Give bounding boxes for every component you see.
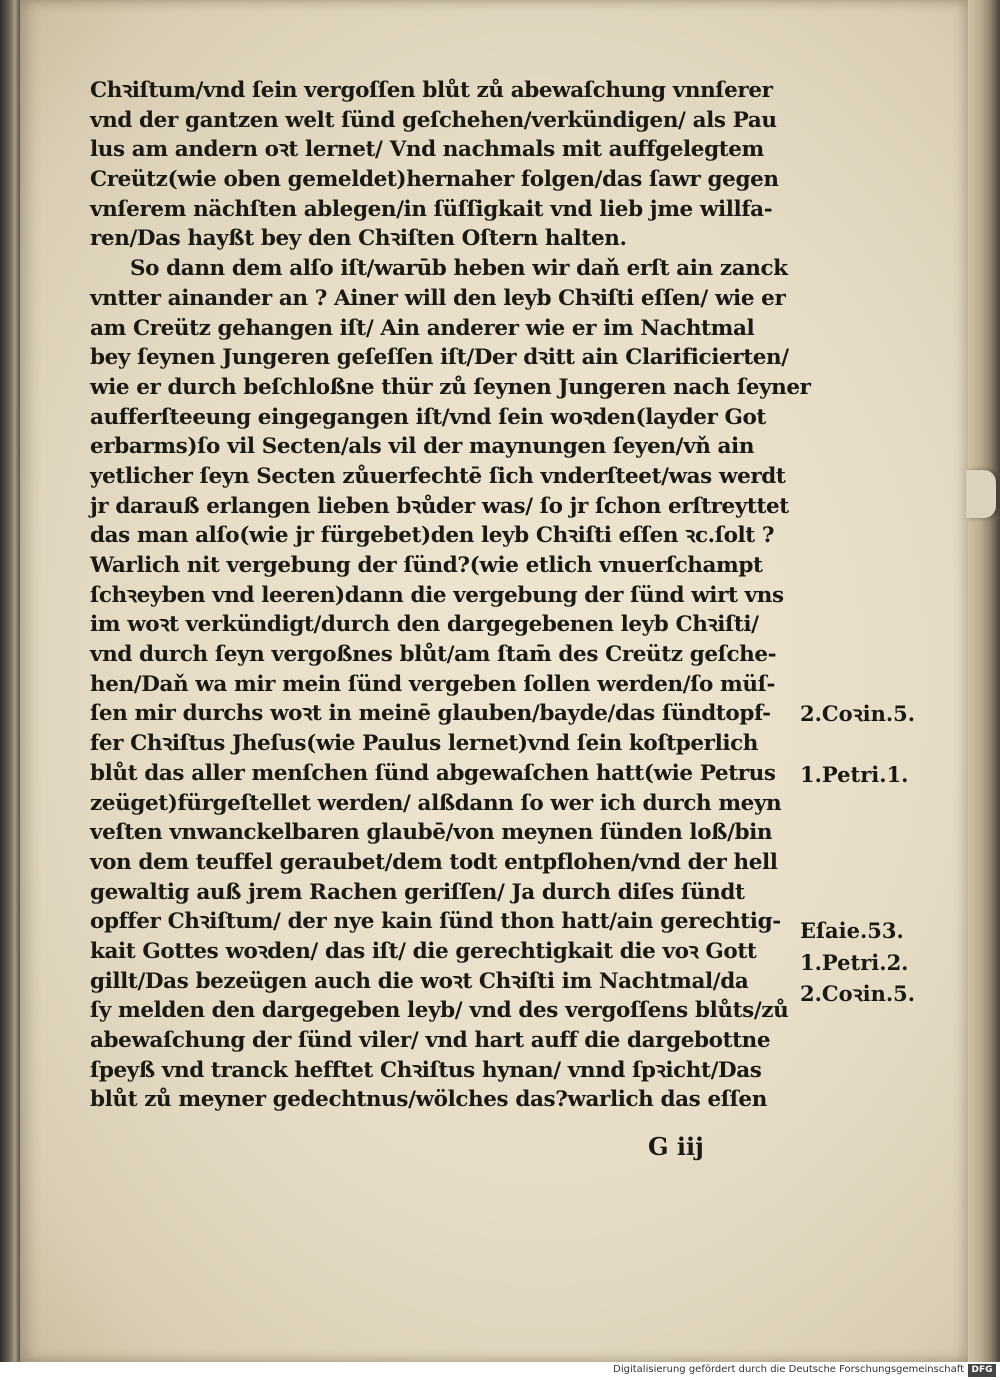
text-line: ſen mir durchs woꝛt in meinē glauben/bayde/das ſündtopf- [90, 701, 771, 727]
page-fore-edge [968, 0, 1000, 1362]
margin-note: 1.Petri.1. [800, 762, 909, 787]
text-line: Creütz(wie oben gemeldet)hernaher folgen/das ſawr gegen [90, 167, 779, 193]
text-line: aufferſteeung eingegangen iſt/vnd ſein woꝛden(layder Got [90, 404, 766, 430]
text-line: vntter ainander an ? Ainer will den leyb Chꝛiſti eſſen/ wie er [90, 285, 786, 311]
text-line: vnſerem nächſten ablegen/in ſüſſigkait vnd lieb jme willfa- [90, 196, 773, 222]
text-line: vnd durch ſeyn vergoßnes blůt/am ſtam̄ des Creütz geſche- [90, 642, 777, 668]
signature-mark: G iij [648, 1132, 704, 1161]
text-line: Chꝛiſtum/vnd ſein vergoſſen blůt zů abewaſchung vnnſerer [90, 78, 773, 103]
text-line: hen/Daň wa mir mein ſünd vergeben ſollen werden/ſo müſ- [90, 671, 775, 697]
text-line: opffer Chꝛiſtum/ der nye kain ſünd thon hatt/ain gerechtig- [90, 909, 781, 935]
text-line: abewaſchung der ſünd viler/ vnd hart auff die dargebottne [90, 1028, 771, 1053]
margin-note: 2.Coꝛin.5. [800, 701, 916, 726]
text-line: zeüget)fürgeſtellet werden/ alßdann ſo wer ich durch meyn [90, 790, 782, 816]
text-line: gillt/Das bezeügen auch die woꝛt Chꝛiſti im Nachtmal/da [90, 968, 749, 994]
text-line: das man alſo(wie jr fürgebet)den leyb Chꝛiſti eſſen ꝛc.ſolt ? [90, 523, 775, 549]
text-line: blůt das aller menſchen ſünd abgewaſchen hatt(wie Petrus [90, 760, 776, 786]
margin-note: 1.Petri.2. [800, 950, 909, 975]
text-line: ren/Das hayßt bey den Chꝛiſten Oſtern halten. [90, 226, 627, 252]
margin-note: 2.Coꝛin.5. [800, 981, 916, 1006]
text-line: vnd der gantzen welt ſünd geſchehen/verkündigen/ als Pau [90, 107, 777, 133]
text-line: Warlich nit vergebung der ſünd?(wie etlich vnuerſchampt [90, 553, 763, 578]
text-line: ſy melden den dargegeben leyb/ vnd des vergoſſens blůts/zů [90, 998, 789, 1024]
text-line: gewaltig auß jrem Rachen geriſſen/ Ja durch diſes ſündt [90, 879, 745, 905]
text-line: bey ſeynen Jungeren geſeſſen iſt/Der dꝛitt ain Clarificierten/ [90, 345, 789, 371]
text-line: im woꝛt verkündigt/durch den dargegebenen leyb Chꝛiſti/ [90, 612, 759, 638]
text-line: ſpeyß vnd tranck hefftet Chꝛiſtus hynan/ vnnd ſpꝛicht/Das [90, 1057, 762, 1083]
text-line: fer Chꝛiſtus Jheſus(wie Paulus lernet)vnd ſein koſtperlich [90, 731, 759, 757]
main-text-block [90, 76, 811, 1115]
text-line: blůt zů meyner gedechtnus/wölches das?warlich das eſſen [90, 1087, 767, 1113]
text-line: lus am andern oꝛt lernet/ Vnd nachmals mit auffgelegtem [90, 137, 764, 163]
page-edge-tab [966, 470, 996, 518]
text-line: veſten vnwanckelbaren glaubē/von meynen ſünden loß/bin [90, 820, 773, 846]
margin-note: Eſaie.53. [800, 918, 904, 943]
left-page-edge [0, 0, 20, 1362]
text-line: am Creütz gehangen iſt/ Ain anderer wie er im Nachtmal [90, 315, 755, 341]
text-line: ſchꝛeyben vnd leeren)dann die vergebung der ſünd wirt vns [90, 582, 784, 608]
text-line: jr darauß erlangen lieben bꝛůder was/ ſo jr ſchon erſtreyttet [90, 493, 789, 519]
text-line: yetlicher ſeyn Secten zůuerfechtē ſich vnderſteet/was werdt [90, 463, 786, 489]
text-line: erbarms)ſo vil Secten/als vil der maynungen ſeyen/vň ain [90, 434, 755, 460]
dfg-logo: DFG [968, 1364, 996, 1377]
footer-bar [0, 1362, 1000, 1380]
text-line: wie er durch beſchloßne thür zů ſeynen Jungeren nach ſeyner [90, 374, 811, 400]
text-line: von dem teuffel geraubet/dem todt entpflohen/vnd der hell [90, 849, 778, 875]
text-line: kait Gottes woꝛden/ das iſt/ die gerechtigkait die voꝛ Gott [90, 938, 757, 964]
text-line: So dann dem alſo iſt/warūb heben wir daň erſt ain zanck [130, 256, 788, 282]
dfg-credit-text: Digitalisierung gefördert durch die Deutsche Forschungsgemeinschaft [613, 1364, 964, 1375]
